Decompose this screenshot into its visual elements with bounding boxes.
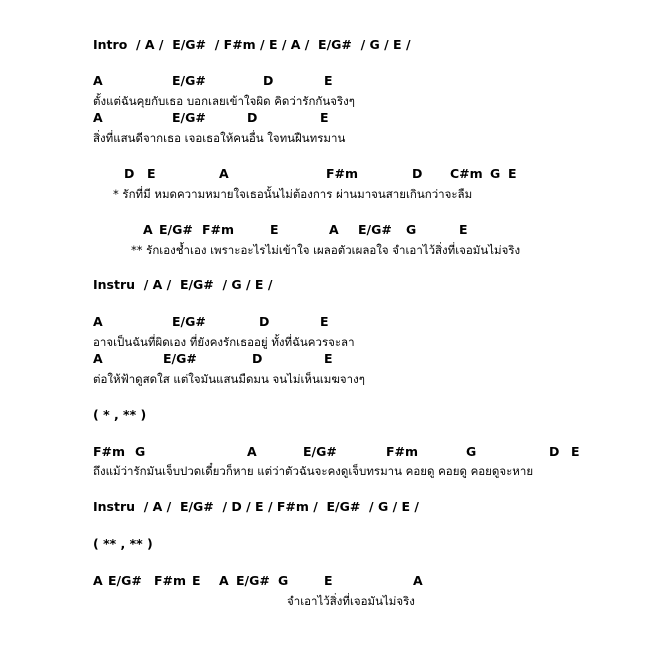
lyric-line: จำเอาไว้สิ่งที่เจอมันไม่จริง	[287, 594, 415, 608]
chord: G	[135, 444, 146, 459]
chord: G	[278, 573, 289, 588]
chord: C#m	[450, 166, 483, 181]
chord: E	[324, 573, 333, 588]
chord: E/G#	[236, 573, 270, 588]
chord: D	[263, 73, 274, 88]
chord: E/G#	[172, 110, 206, 125]
chord: A	[219, 573, 229, 588]
lyric-line: อาจเป็นฉันที่ผิดเอง ที่ยังคงรักเธออยู่ ทั้งที่ฉันควรจะลา	[93, 335, 355, 349]
chord: E/G#	[358, 222, 392, 237]
chord: A	[143, 222, 153, 237]
intro-line: Intro / A / E/G# / F#m / E / A / E/G# / G / E /	[93, 37, 411, 52]
lyric-line: ** รักเองช้ำเอง เพราะอะไรไม่เข้าใจ เผลอตัวเผลอใจ จำเอาไว้สิ่งที่เจอมันไม่จริง	[131, 243, 521, 257]
chord: E/G#	[303, 444, 337, 459]
chord: A	[247, 444, 257, 459]
lyric-line: ถึงแม้ว่ารักมันเจ็บปวดเดี๋ยวก็หาย แต่ว่าตัวฉันจะคงดูเจ็บทรมาน คอยดู คอยดู คอยดูจะหาย	[93, 464, 534, 478]
chord: F#m	[202, 222, 235, 237]
chord: D	[549, 444, 560, 459]
lyric-line: ต่อให้ฟ้าดูสดใส แต่ใจมันแสนมืดมน จนไม่เห็นเมฆจางๆ	[93, 372, 365, 386]
lyric-line: สิ่งที่แสนดีจากเธอ เจอเธอให้คนอื่น ใจทนฝืนทรมาน	[93, 131, 346, 145]
chord: E	[270, 222, 279, 237]
chord: E	[508, 166, 517, 181]
chord: A	[93, 573, 103, 588]
chord: D	[412, 166, 423, 181]
chord: F#m	[326, 166, 359, 181]
lyric-line: * รักที่มี หมดความหมายใจเธอนั้นไม่ต้องการ ผ่านมาจนสายเกินกว่าจะลืม	[113, 187, 473, 201]
chord: E/G#	[108, 573, 142, 588]
chord: A	[329, 222, 339, 237]
chord: G	[490, 166, 501, 181]
chord: E	[192, 573, 201, 588]
chord: F#m	[93, 444, 126, 459]
chord: E/G#	[172, 73, 206, 88]
chord: E	[320, 110, 329, 125]
chord: E	[459, 222, 468, 237]
chord: G	[466, 444, 477, 459]
chord: D	[259, 314, 270, 329]
repeat-marker: ( ** , ** )	[93, 536, 153, 551]
chord: E	[320, 314, 329, 329]
chord: A	[93, 73, 103, 88]
chord: F#m	[154, 573, 187, 588]
chord: A	[219, 166, 229, 181]
chord: E	[147, 166, 156, 181]
chord: A	[413, 573, 423, 588]
chord: E/G#	[159, 222, 193, 237]
chord: A	[93, 351, 103, 366]
chord: E	[571, 444, 580, 459]
chord: D	[247, 110, 258, 125]
instru-line: Instru / A / E/G# / D / E / F#m / E/G# / G / E /	[93, 499, 419, 514]
chord: G	[406, 222, 417, 237]
chord: D	[252, 351, 263, 366]
instru-line: Instru / A / E/G# / G / E /	[93, 277, 273, 292]
chord: E	[324, 73, 333, 88]
lyric-line: ตั้งแต่ฉันคุยกับเธอ บอกเลยเข้าใจผิด คิดว่ารักกันจริงๆ	[93, 94, 355, 108]
chord: D	[124, 166, 135, 181]
chord: E/G#	[163, 351, 197, 366]
chord: F#m	[386, 444, 419, 459]
chord: A	[93, 314, 103, 329]
chord: E	[324, 351, 333, 366]
chord: A	[93, 110, 103, 125]
repeat-marker: ( * , ** )	[93, 407, 147, 422]
chord: E/G#	[172, 314, 206, 329]
